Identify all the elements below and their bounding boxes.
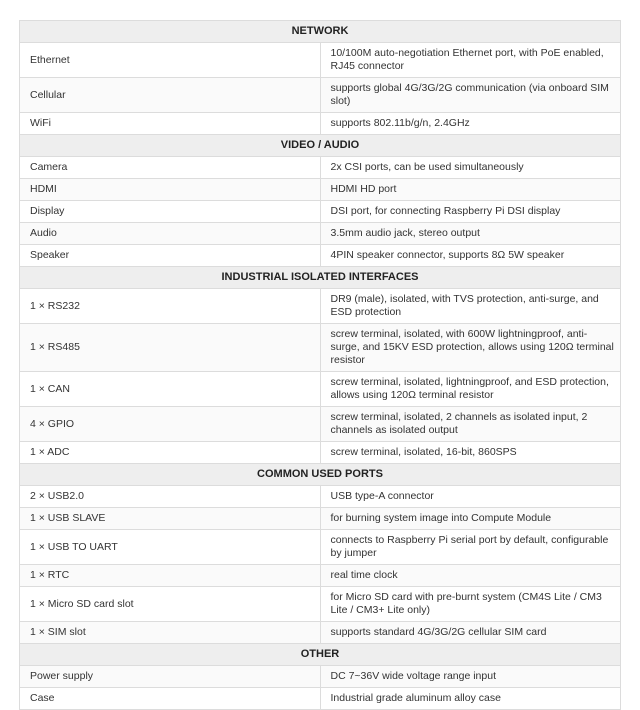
spec-row-ethernet bbox=[20, 43, 621, 78]
spec-row-micro-sd bbox=[20, 587, 621, 622]
spec-value: for burning system image into Compute Module bbox=[320, 508, 621, 530]
spec-key: Power supply bbox=[20, 666, 321, 688]
spec-row-can bbox=[20, 372, 621, 407]
spec-row-rtc bbox=[20, 565, 621, 587]
spec-key: 4 × GPIO bbox=[20, 407, 321, 442]
spec-table bbox=[19, 20, 621, 710]
spec-key: Cellular bbox=[20, 78, 321, 113]
spec-key: 1 × ADC bbox=[20, 442, 321, 464]
spec-row-case bbox=[20, 688, 621, 710]
spec-value: screw terminal, isolated, 16-bit, 860SPS bbox=[320, 442, 621, 464]
section-title: INDUSTRIAL ISOLATED INTERFACES bbox=[20, 267, 621, 289]
section-header-industrial-interfaces bbox=[20, 267, 621, 289]
spec-key: 1 × RTC bbox=[20, 565, 321, 587]
spec-value: 2x CSI ports, can be used simultaneously bbox=[320, 157, 621, 179]
spec-key: Speaker bbox=[20, 245, 321, 267]
spec-key: Audio bbox=[20, 223, 321, 245]
spec-row-rs485 bbox=[20, 324, 621, 372]
spec-value: Industrial grade aluminum alloy case bbox=[320, 688, 621, 710]
section-header-common-ports bbox=[20, 464, 621, 486]
spec-value: HDMI HD port bbox=[320, 179, 621, 201]
spec-key: HDMI bbox=[20, 179, 321, 201]
spec-row-rs232 bbox=[20, 289, 621, 324]
spec-value: screw terminal, isolated, 2 channels as isolated input, 2 channels as isolated output bbox=[320, 407, 621, 442]
spec-value: connects to Raspberry Pi serial port by default, configurable by jumper bbox=[320, 530, 621, 565]
spec-key: 1 × RS232 bbox=[20, 289, 321, 324]
spec-key: WiFi bbox=[20, 113, 321, 135]
spec-value: 4PIN speaker connector, supports 8Ω 5W speaker bbox=[320, 245, 621, 267]
spec-row-power-supply bbox=[20, 666, 621, 688]
spec-value: screw terminal, isolated, lightningproof, and ESD protection, allows using 120Ω terminal resistor bbox=[320, 372, 621, 407]
spec-row-hdmi bbox=[20, 179, 621, 201]
spec-row-wifi bbox=[20, 113, 621, 135]
spec-key: 1 × CAN bbox=[20, 372, 321, 407]
spec-key: Display bbox=[20, 201, 321, 223]
spec-value: for Micro SD card with pre-burnt system (CM4S Lite / CM3 Lite / CM3+ Lite only) bbox=[320, 587, 621, 622]
spec-value: USB type-A connector bbox=[320, 486, 621, 508]
section-header-network bbox=[20, 21, 621, 43]
spec-row-cellular bbox=[20, 78, 621, 113]
spec-row-usb-slave bbox=[20, 508, 621, 530]
spec-value: 10/100M auto-negotiation Ethernet port, with PoE enabled, RJ45 connector bbox=[320, 43, 621, 78]
spec-table-body bbox=[20, 21, 621, 710]
spec-key: 1 × Micro SD card slot bbox=[20, 587, 321, 622]
spec-row-sim-slot bbox=[20, 622, 621, 644]
spec-row-audio bbox=[20, 223, 621, 245]
spec-value: DC 7~36V wide voltage range input bbox=[320, 666, 621, 688]
spec-row-usb2 bbox=[20, 486, 621, 508]
spec-row-camera bbox=[20, 157, 621, 179]
section-title: NETWORK bbox=[20, 21, 621, 43]
spec-value: real time clock bbox=[320, 565, 621, 587]
spec-value: supports standard 4G/3G/2G cellular SIM card bbox=[320, 622, 621, 644]
spec-row-gpio bbox=[20, 407, 621, 442]
spec-row-adc bbox=[20, 442, 621, 464]
spec-value: supports global 4G/3G/2G communication (via onboard SIM slot) bbox=[320, 78, 621, 113]
spec-key: 1 × SIM slot bbox=[20, 622, 321, 644]
spec-key: Ethernet bbox=[20, 43, 321, 78]
spec-row-speaker bbox=[20, 245, 621, 267]
section-title: VIDEO / AUDIO bbox=[20, 135, 621, 157]
spec-row-usb-to-uart bbox=[20, 530, 621, 565]
spec-key: Case bbox=[20, 688, 321, 710]
spec-key: 1 × USB SLAVE bbox=[20, 508, 321, 530]
spec-value: 3.5mm audio jack, stereo output bbox=[320, 223, 621, 245]
spec-row-display bbox=[20, 201, 621, 223]
section-header-other bbox=[20, 644, 621, 666]
spec-value: DSI port, for connecting Raspberry Pi DSI display bbox=[320, 201, 621, 223]
section-header-video-audio bbox=[20, 135, 621, 157]
spec-value: supports 802.11b/g/n, 2.4GHz bbox=[320, 113, 621, 135]
spec-key: 1 × RS485 bbox=[20, 324, 321, 372]
section-title: OTHER bbox=[20, 644, 621, 666]
spec-value: DR9 (male), isolated, with TVS protection, anti-surge, and ESD protection bbox=[320, 289, 621, 324]
spec-key: Camera bbox=[20, 157, 321, 179]
spec-key: 2 × USB2.0 bbox=[20, 486, 321, 508]
spec-key: 1 × USB TO UART bbox=[20, 530, 321, 565]
spec-value: screw terminal, isolated, with 600W lightningproof, anti-surge, and 15KV ESD protection, allows using 120Ω terminal resistor bbox=[320, 324, 621, 372]
section-title: COMMON USED PORTS bbox=[20, 464, 621, 486]
